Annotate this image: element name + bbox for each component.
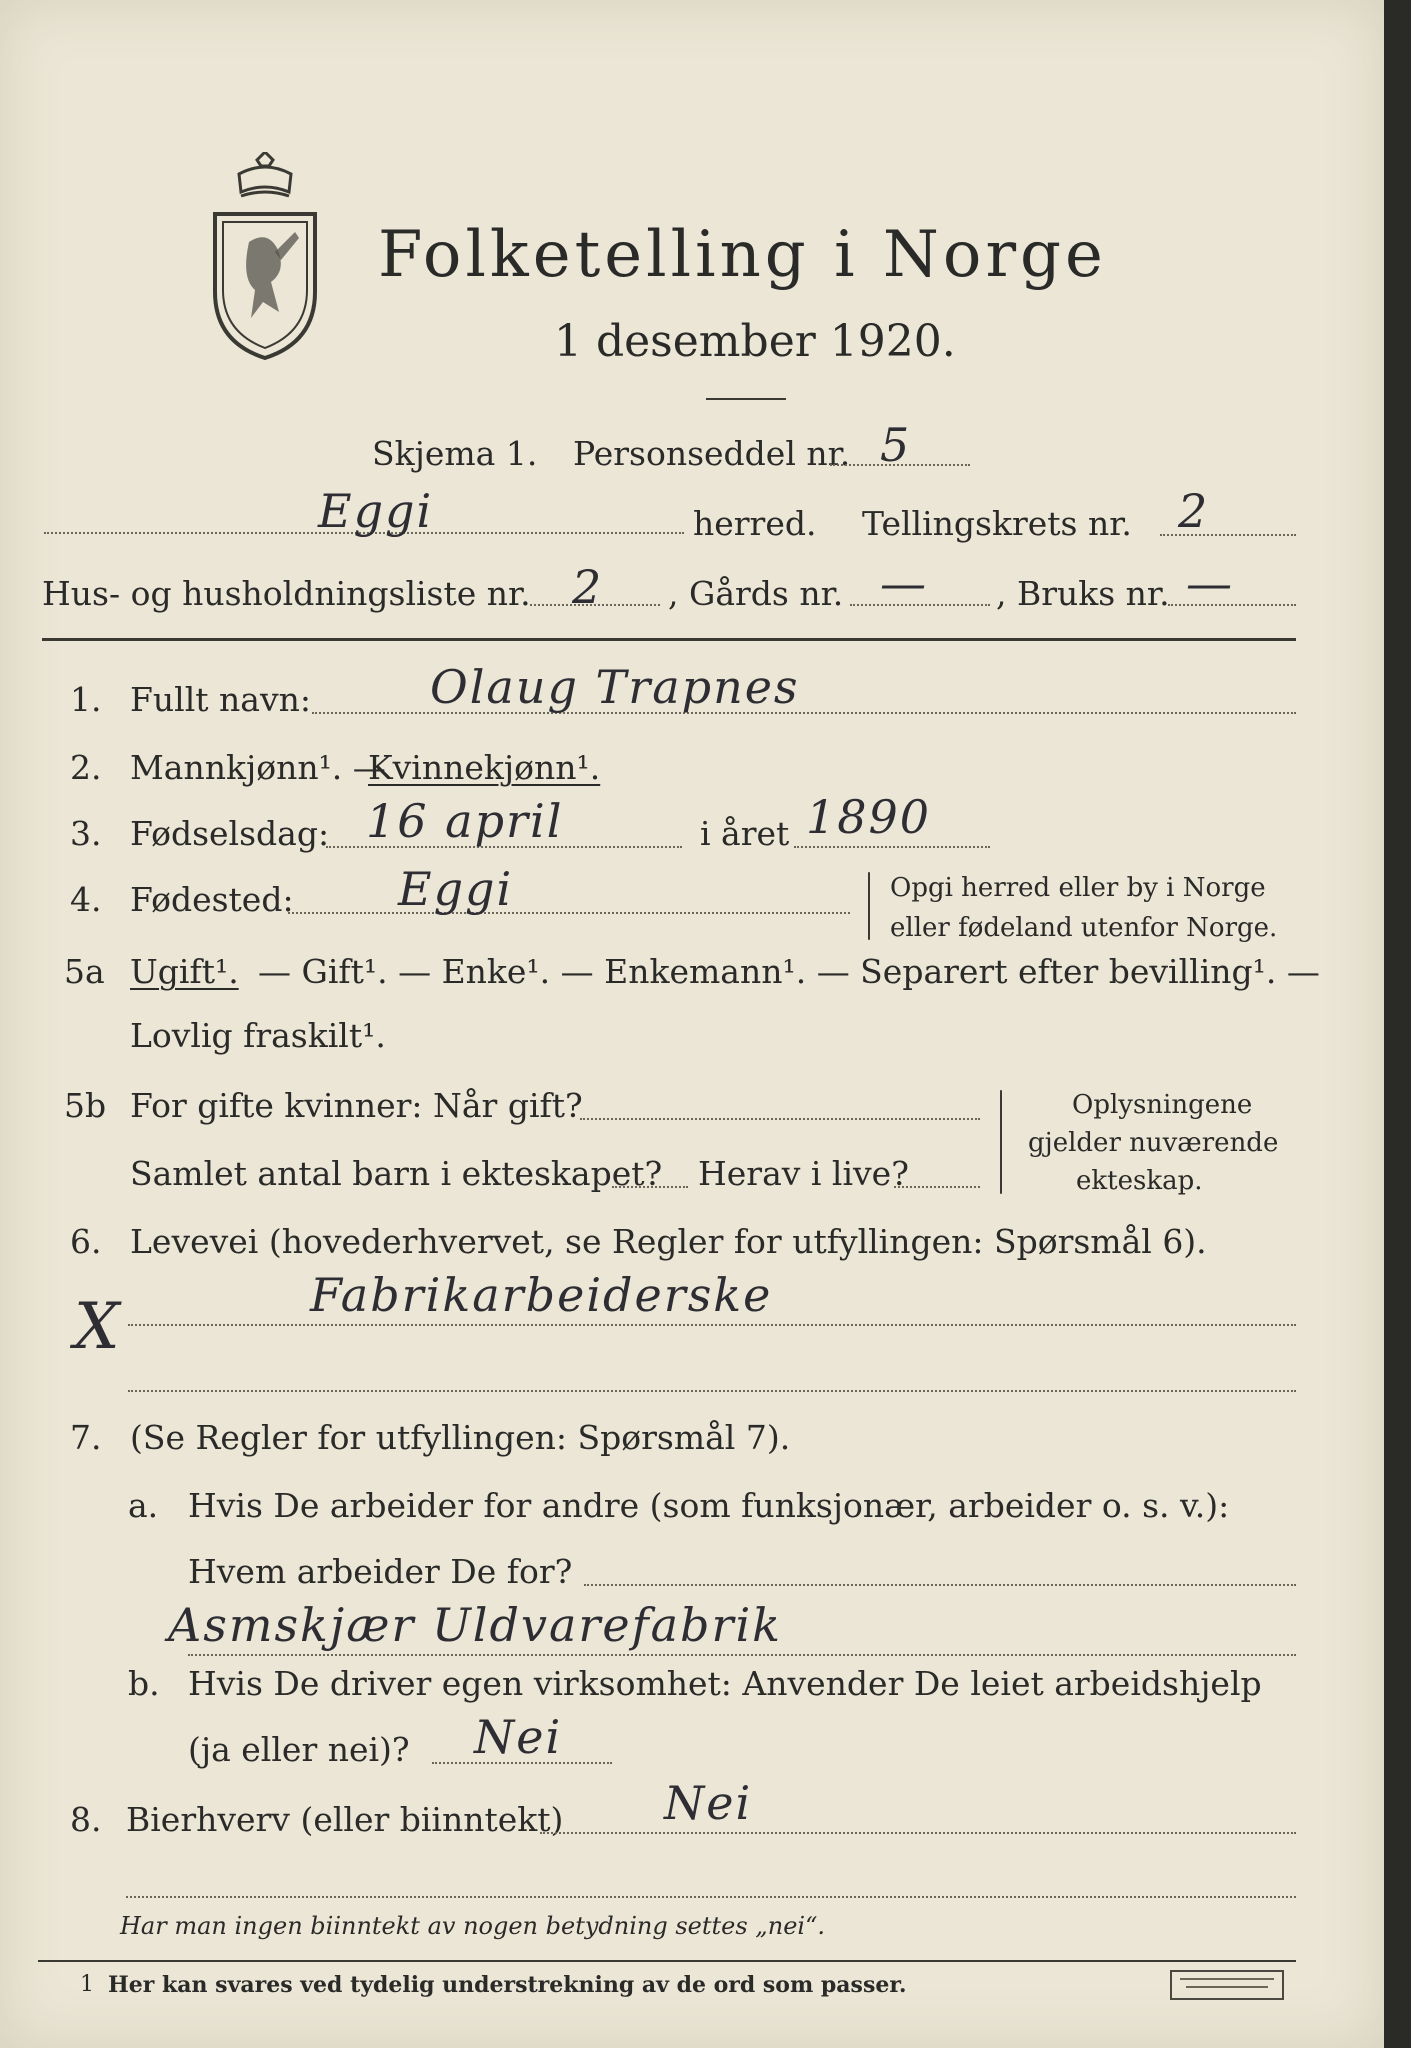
skjema-label: Skjema 1. — [372, 434, 538, 473]
q5b-label: For gifte kvinner: Når gift? — [130, 1086, 583, 1125]
q4-field — [288, 912, 850, 914]
q2-mann: Mannkjønn¹. — — [130, 748, 386, 787]
q7a-value: Asmskjær Uldvarefabrik — [168, 1598, 783, 1652]
form-title: Folketelling i Norge — [378, 218, 1107, 292]
q1-value: Olaug Trapnes — [430, 660, 800, 714]
q6-mark: X — [74, 1290, 122, 1364]
q3-year-label: i året — [700, 814, 790, 853]
q6-field-line1 — [128, 1324, 1296, 1326]
form-date: 1 desember 1920. — [554, 316, 956, 367]
q5b-number: 5b — [64, 1086, 107, 1125]
q4-brace — [868, 872, 870, 940]
q1-label: Fullt navn: — [130, 680, 311, 719]
footer-note: Har man ingen biinntekt av nogen betydning settes „nei“. — [120, 1912, 825, 1940]
printer-stamp — [1170, 1970, 1284, 2000]
footnote-mark: 1 — [80, 1972, 94, 1997]
q7b-value: Nei — [474, 1710, 563, 1764]
gards-value: — — [880, 556, 928, 610]
q6-field-line2 — [128, 1390, 1296, 1392]
q4-number: 4. — [70, 880, 102, 919]
q5b-note-line2: gjelder nuværende — [1028, 1128, 1279, 1158]
q4-note-line1: Opgi herred eller by i Norge — [890, 873, 1266, 903]
hus-value: 2 — [572, 560, 604, 614]
herred-value: Eggi — [318, 484, 434, 538]
q5b-gift-field — [580, 1118, 980, 1120]
q7a-label: Hvis De arbeider for andre (som funksjonær, arbeider o. s. v.): — [188, 1486, 1230, 1525]
q3-year-value: 1890 — [806, 790, 932, 844]
q3-label: Fødselsdag: — [130, 814, 330, 853]
q4-value: Eggi — [398, 862, 514, 916]
q6-value: Fabrikarbeiderske — [310, 1268, 773, 1322]
q2-kvinne: Kvinnekjønn¹. — [368, 748, 601, 787]
q7a-field-line1 — [584, 1584, 1296, 1586]
q5b-note-line1: Oplysningene — [1072, 1090, 1253, 1120]
q1-number: 1. — [70, 680, 102, 719]
q5a-line2: Lovlig fraskilt¹. — [130, 1016, 386, 1055]
herred-label: herred. — [693, 504, 817, 543]
gards-label: , Gårds nr. — [668, 574, 844, 613]
tellingskrets-label: Tellingskrets nr. — [862, 504, 1132, 543]
q3-number: 3. — [70, 814, 102, 853]
title-divider — [706, 398, 786, 400]
q8-value: Nei — [664, 1776, 753, 1830]
q7a-letter: a. — [128, 1486, 159, 1525]
footnote-text: Her kan svares ved tydelig understrekning av de ord som passer. — [108, 1972, 907, 1998]
q3-value: 16 april — [366, 794, 564, 848]
coat-of-arms-icon — [205, 152, 325, 362]
q4-label: Fødested: — [130, 880, 294, 919]
hus-label: Hus- og husholdningsliste nr. — [42, 574, 531, 613]
q8-field-line2 — [126, 1896, 1296, 1898]
q5b-herav-label: Herav i live? — [698, 1154, 909, 1193]
q7a-field-line2 — [188, 1654, 1296, 1656]
q6-number: 6. — [70, 1222, 102, 1261]
bruks-value: — — [1186, 556, 1234, 610]
q2-number: 2. — [70, 748, 102, 787]
q7-number: 7. — [70, 1418, 102, 1457]
q5b-brace — [1000, 1090, 1002, 1194]
q5a-ugift: Ugift¹. — [130, 952, 239, 991]
q5b-barn-field — [612, 1186, 688, 1188]
q5b-line2: Samlet antal barn i ekteskapet? — [130, 1154, 663, 1193]
q8-number: 8. — [70, 1800, 102, 1839]
q3-year-field — [794, 846, 990, 848]
q7b-letter: b. — [128, 1664, 160, 1703]
tellingskrets-value: 2 — [1178, 484, 1210, 538]
q6-label: Levevei (hovederhvervet, se Regler for utfyllingen: Spørsmål 6). — [130, 1222, 1207, 1261]
header-rule — [42, 638, 1296, 641]
q5a-options: — Gift¹. — Enke¹. — Enkemann¹. — Separert efter bevilling¹. — — [258, 952, 1320, 991]
q7a-line2: Hvem arbeider De for? — [188, 1552, 573, 1591]
q7b-label: Hvis De driver egen virksomhet: Anvender De leiet arbeidshjelp — [188, 1664, 1262, 1703]
personseddel-value: 5 — [880, 418, 912, 472]
q5b-note-line3: ekteskap. — [1076, 1166, 1203, 1196]
q5b-herav-field — [894, 1186, 980, 1188]
q4-note-line2: eller fødeland utenfor Norge. — [890, 913, 1278, 943]
footer-rule — [38, 1960, 1296, 1962]
q7-label: (Se Regler for utfyllingen: Spørsmål 7). — [130, 1418, 791, 1457]
q8-label: Bierhverv (eller biinntekt) — [126, 1800, 564, 1839]
q5a-number: 5a — [64, 952, 105, 991]
bruks-label: , Bruks nr. — [996, 574, 1170, 613]
q7b-line2: (ja eller nei)? — [188, 1730, 410, 1769]
q8-field-line1 — [540, 1832, 1296, 1834]
personseddel-label: Personseddel nr. — [573, 434, 851, 473]
